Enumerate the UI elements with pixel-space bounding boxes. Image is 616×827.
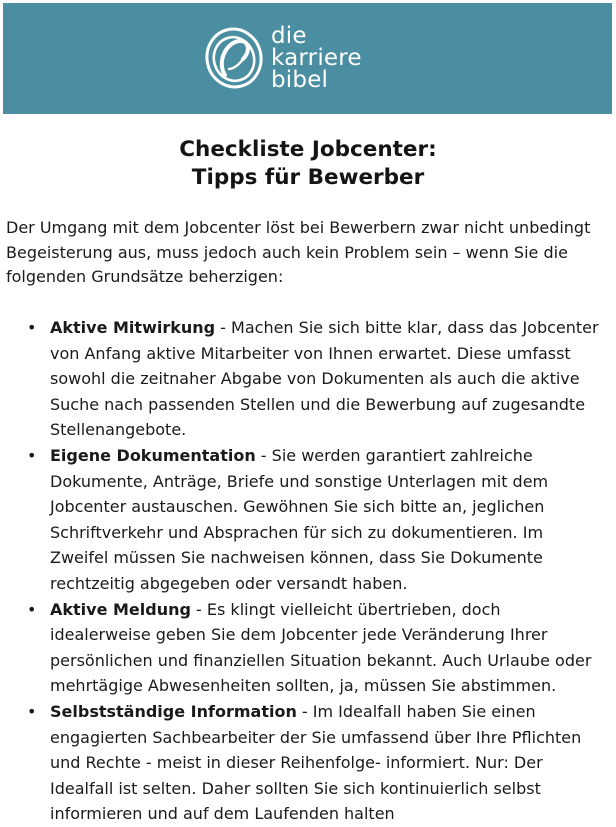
- swirl-logo-icon: [203, 23, 265, 93]
- list-item: [0, 699, 600, 827]
- item-term: Eigene Dokumentation: [50, 445, 256, 465]
- list-item: [0, 597, 600, 699]
- list-item: [0, 443, 600, 597]
- item-term: Aktive Mitwirkung: [50, 318, 216, 337]
- logo-line-3: bibel: [271, 67, 329, 93]
- item-term: Selbstständige Information: [50, 701, 297, 721]
- title-line-2: Tipps für Bewerber: [191, 165, 425, 190]
- page-title: [0, 136, 616, 192]
- bullet-icon: •: [27, 701, 37, 721]
- logo-line-2: karriere: [271, 45, 362, 71]
- item-text: - Im Idealfall haben Sie einen engagierten Sachbearbeiter der Sie umfassend über Ihre Pflichten und Rechte - meist in dieser Reihenfolge- informiert. Nur: Der Idealfall ist selten. Daher sollten Sie sich kontinuierlich selbst informieren und auf dem Laufenden halten: [50, 701, 582, 824]
- title-line-1: Checkliste Jobcenter:: [179, 137, 437, 162]
- logo-line-1: die: [271, 23, 307, 49]
- item-text: - Sie werden garantiert zahlreiche Dokumente, Anträge, Briefe und sonstige Unterlagen mit dem Jobcenter austauschen. Gewöhnen Sie sich bitte an, jeglichen Schriftverkehr und Absprachen für sich zu dokumentieren. Im Zweifel müssen Sie nachweisen können, dass Sie Dokumente rechtzeitig abgegeben oder versandt haben.: [50, 445, 549, 593]
- item-text: - Machen Sie sich bitte klar, dass das Jobcenter von Anfang aktive Mitarbeiter von Ihnen erwartet. Diese umfasst sowohl die zeitnaher Abgabe von Dokumenten als auch die aktive Suche nach passenden Stellen und die Bewerbung auf zugesandte Stellenangebote.: [50, 318, 599, 440]
- header-banner: [3, 3, 612, 114]
- intro-paragraph: Der Umgang mit dem Jobcenter löst bei Bewerbern zwar nicht unbedingt Begeisterung aus, muss jedoch auch kein Problem sein – wenn Sie die folgenden Grundsätze beherzigen:: [6, 218, 591, 286]
- logo-wordmark: [271, 25, 362, 91]
- checklist: [0, 315, 600, 827]
- item-term: Aktive Meldung: [50, 599, 191, 619]
- item-text: - Es klingt vielleicht übertrieben, doch idealerweise geben Sie dem Jobcenter jede Veränderung Ihrer persönlichen und finanziellen Situation bekannt. Auch Urlaube oder mehrtägige Abwesenheiten sollten, ja, müssen Sie abstimmen.: [50, 599, 592, 696]
- logo: [203, 23, 362, 93]
- bullet-icon: •: [27, 445, 37, 465]
- bullet-icon: •: [27, 318, 37, 337]
- bullet-icon: •: [27, 599, 37, 619]
- list-item: [0, 315, 600, 443]
